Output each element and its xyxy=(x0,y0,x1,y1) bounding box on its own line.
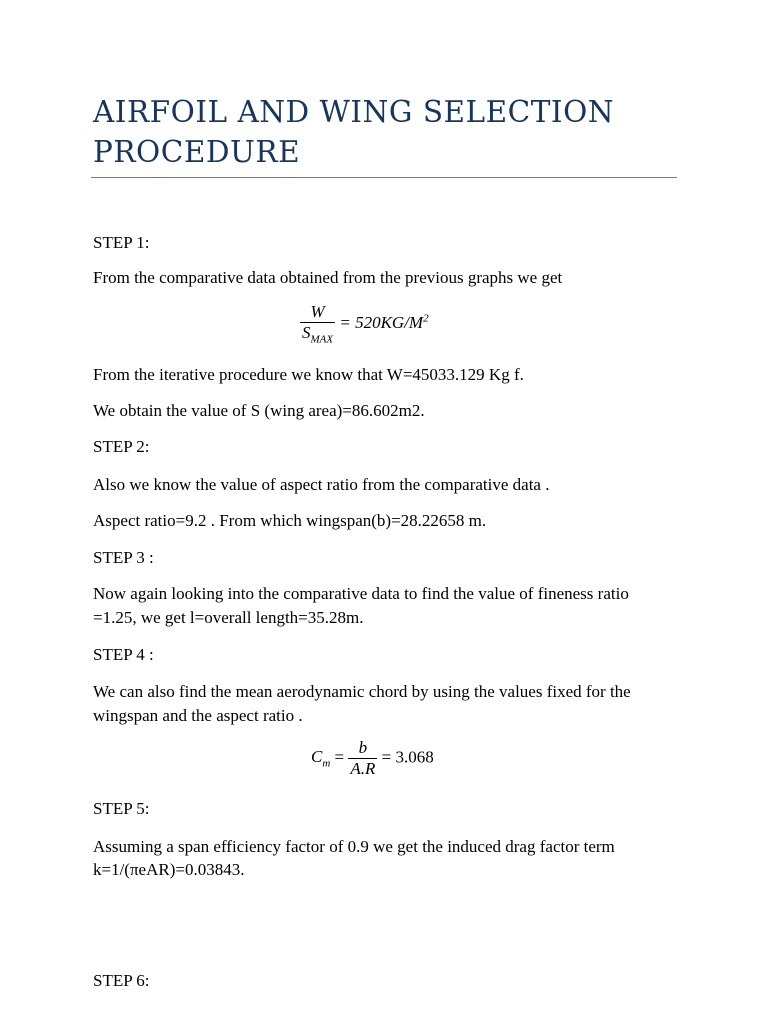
page-title: AIRFOIL AND WING SELECTION PROCEDURE xyxy=(93,95,615,169)
denominator-text: S xyxy=(302,323,311,342)
paragraph: Aspect ratio=9.2 . From which wingspan(b)=28.22658 m. xyxy=(93,511,487,530)
lhs-text: C xyxy=(311,747,323,767)
equation-mean-chord xyxy=(311,738,434,779)
equation-rhs xyxy=(339,313,428,332)
paragraph: Now again looking into the comparative data to find the value of fineness ratio =1.25, we get l=overall length=35.28m. xyxy=(93,584,629,627)
equation-rhs: = 3.068 xyxy=(381,747,434,767)
equation-lhs xyxy=(311,747,331,770)
paragraph: We can also find the mean aerodynamic chord by using the values fixed for the wingspan and the aspect ratio . xyxy=(93,682,631,725)
paragraph: From the iterative procedure we know that W=45033.129 Kg f. xyxy=(93,365,524,384)
step-6-heading: STEP 6: xyxy=(93,971,150,990)
rhs-superscript: 2 xyxy=(423,311,429,324)
fraction xyxy=(348,738,377,779)
equals-sign: = xyxy=(334,747,345,767)
fraction-numerator: W xyxy=(310,302,325,321)
paragraph: Also we know the value of aspect ratio from the comparative data . xyxy=(93,475,550,494)
fraction-numerator: b xyxy=(358,738,368,757)
fraction-denominator xyxy=(300,322,335,345)
paragraph: We obtain the value of S (wing area)=86.602m2. xyxy=(93,401,425,420)
title-divider xyxy=(91,177,677,178)
step-5-heading: STEP 5: xyxy=(93,799,150,818)
paragraph: From the comparative data obtained from the previous graphs we get xyxy=(93,268,563,287)
lhs-subscript: m xyxy=(322,757,331,770)
step-1-heading: STEP 1: xyxy=(93,233,150,252)
step-3-heading: STEP 3 : xyxy=(93,548,154,567)
fraction-denominator: A.R xyxy=(350,759,376,778)
rhs-text: = 520KG/M xyxy=(339,312,424,332)
step-2-heading: STEP 2: xyxy=(93,437,150,456)
paragraph: Assuming a span efficiency factor of 0.9 we get the induced drag factor term xyxy=(93,837,615,856)
paragraph: k=1/(πeAR)=0.03843. xyxy=(93,860,245,879)
equation-wing-loading xyxy=(300,302,429,345)
denominator-subscript: MAX xyxy=(310,333,334,346)
fraction xyxy=(300,302,335,345)
step-4-heading: STEP 4 : xyxy=(93,645,154,664)
